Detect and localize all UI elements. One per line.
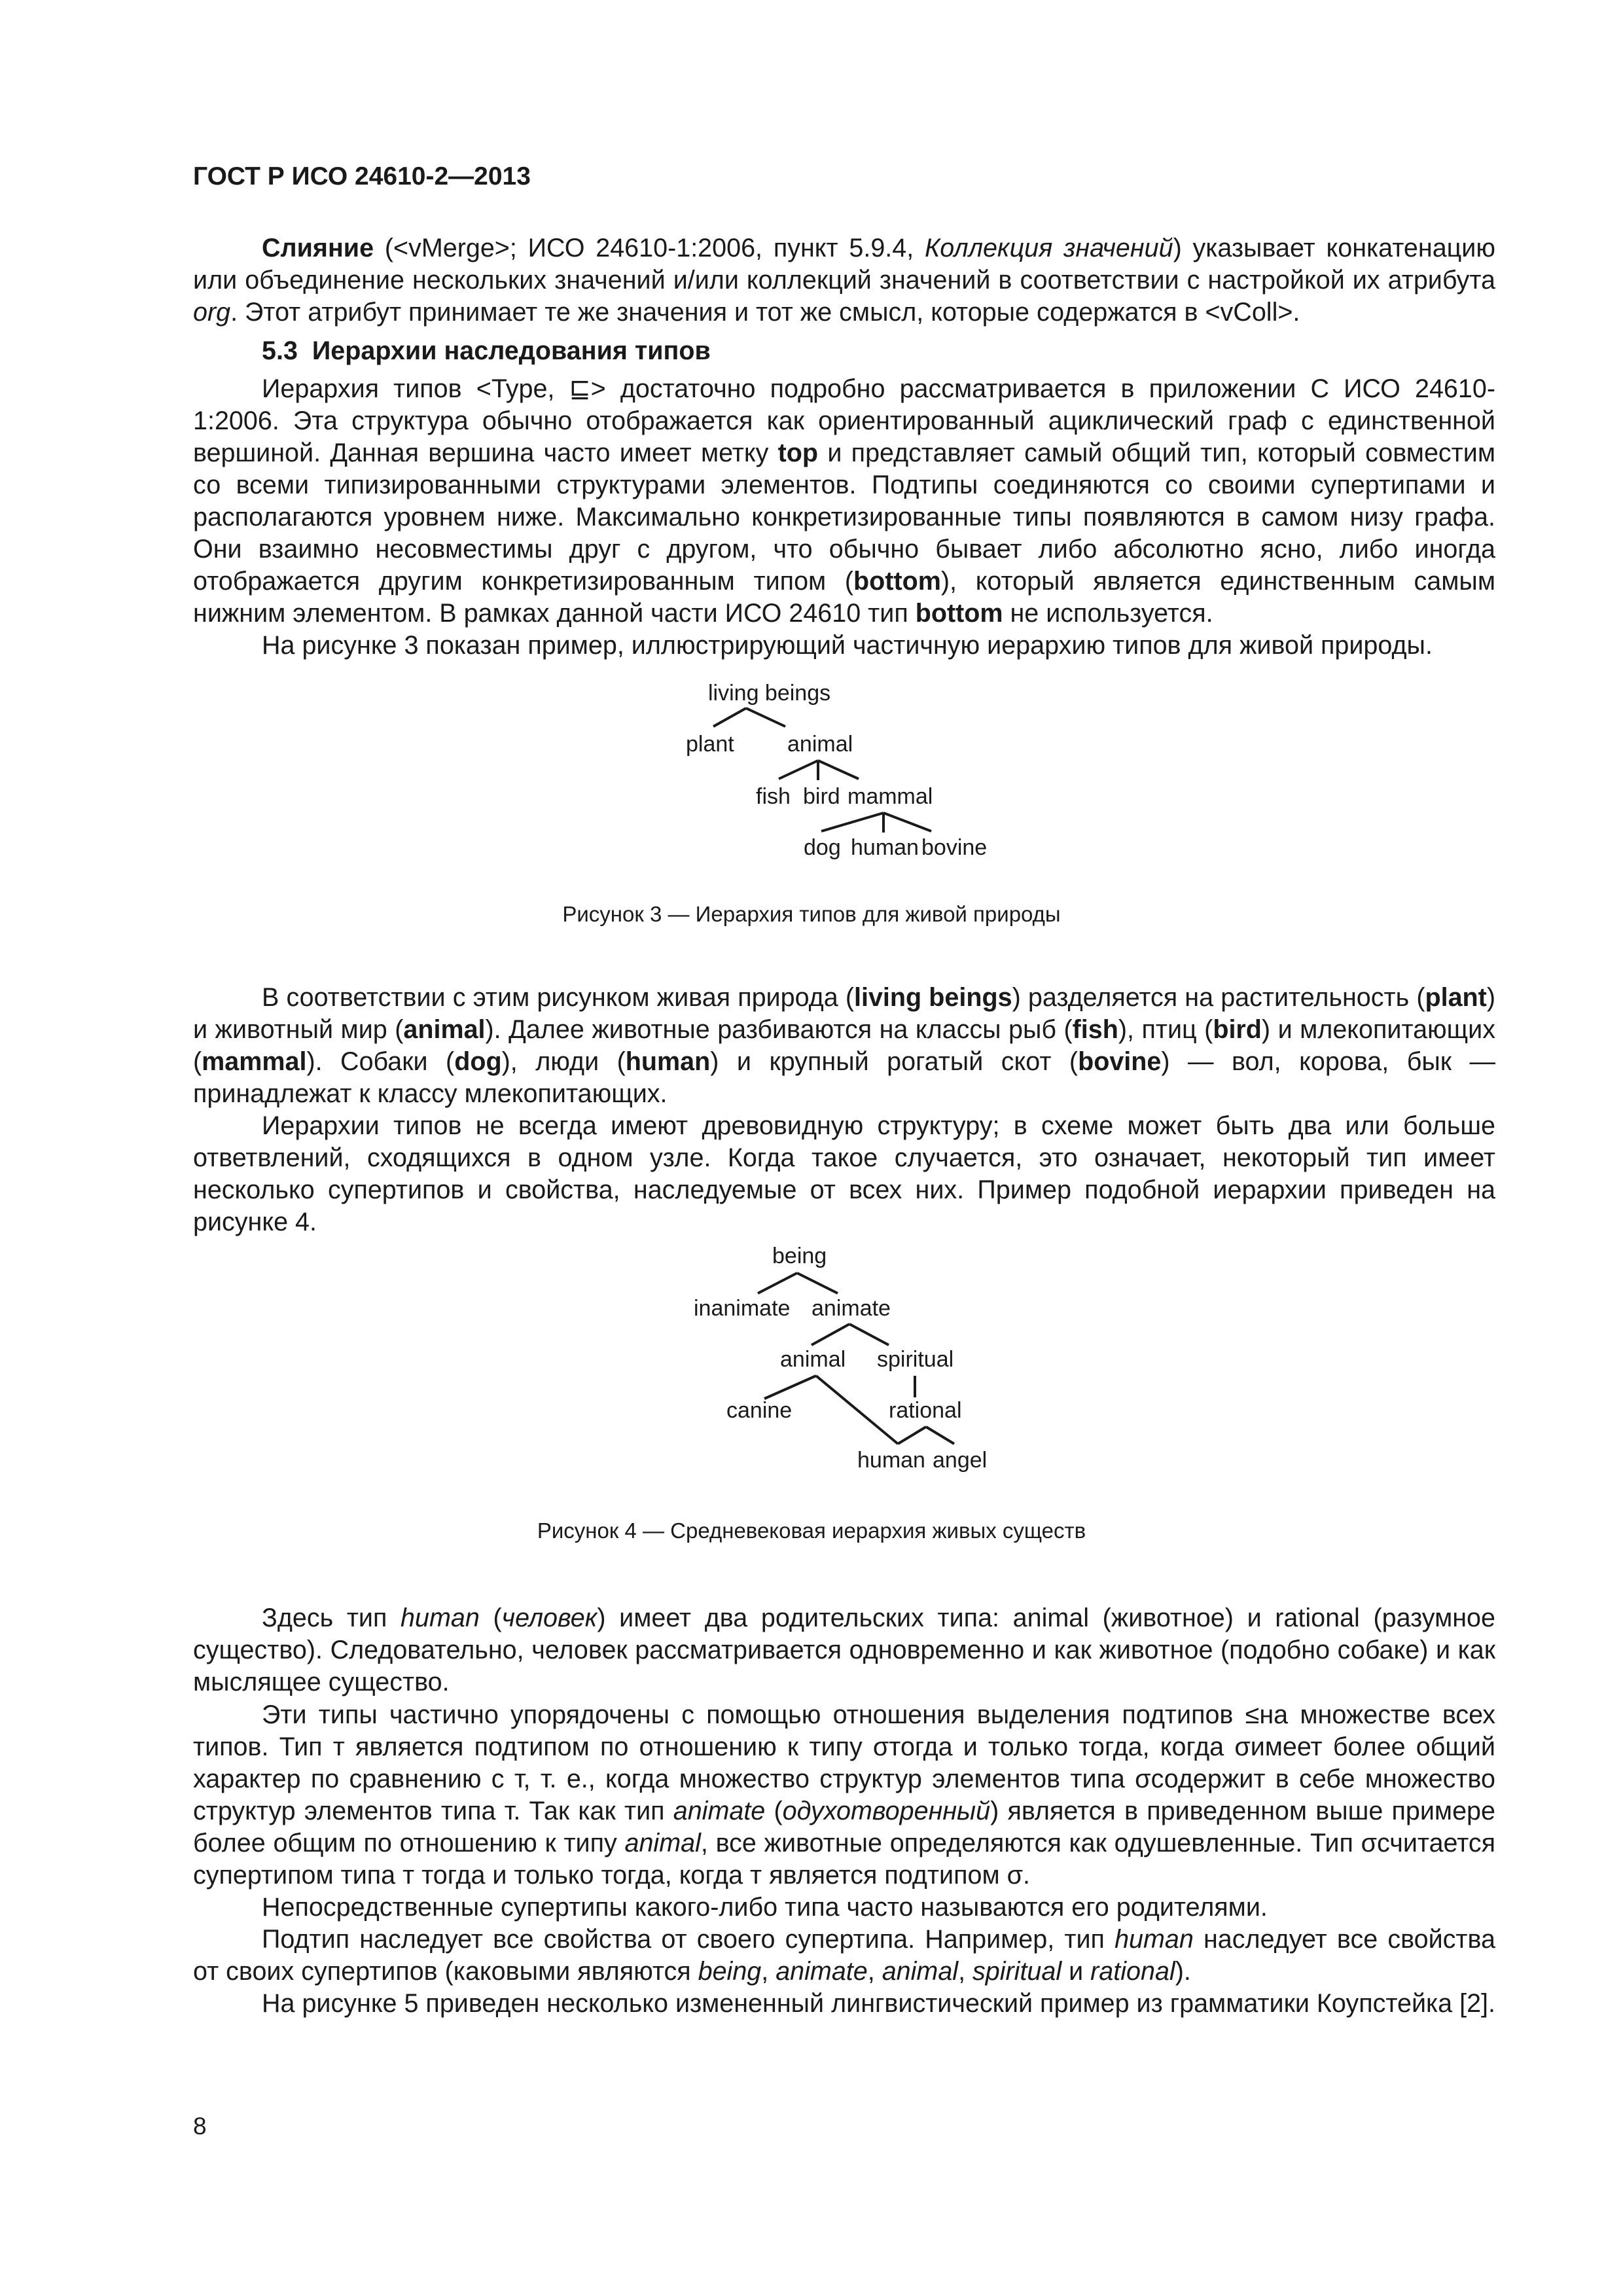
edge-mammal-bovine [883, 813, 931, 831]
text-run: , все животные определяются как одушевленные. Тип σсчитается супертипом типа т тогда и только тогда, когда т является подтипом σ. [193, 1829, 1495, 1890]
bold-run: top [777, 439, 819, 467]
text-run: , [958, 1957, 973, 1986]
italic-run: animal [624, 1829, 701, 1857]
bold-run: fish [1072, 1015, 1118, 1044]
bold-run: animal [403, 1015, 486, 1044]
bold-run: bovine [1078, 1047, 1162, 1076]
text-run: и [1061, 1957, 1091, 1986]
text-run: . Этот атрибут принимает те же значения и тот же смысл, которые содержатся в <vColl>. [230, 298, 1300, 327]
node-mammal: mammal [847, 784, 933, 809]
edge-animal-human [816, 1376, 898, 1444]
edge-rational-human [898, 1427, 926, 1444]
text-run: ) — вол, корова, бык — принадлежат к классу млекопитающих. [193, 1047, 1495, 1108]
section-title: Иерархии наследования типов [312, 336, 711, 365]
edge-rational-angel [926, 1427, 954, 1444]
paragraph-hierarchy [193, 373, 1495, 630]
text-run: ) и животный мир ( [193, 983, 1495, 1044]
node-dog: dog [804, 835, 841, 860]
node-human: human [851, 835, 919, 860]
figure-4-caption: Рисунок 4 — Средневековая иерархия живых существ [537, 1518, 1086, 1543]
text-run: Непосредственные супертипы какого-либо типа часто называются его родителями. [262, 1893, 1268, 1922]
node-rational: rational [889, 1398, 962, 1423]
text-run: , [761, 1957, 776, 1986]
edge-animate-spiritual [849, 1324, 889, 1345]
paragraph-nontree [193, 1110, 1495, 1238]
paragraph-parents [193, 1892, 1495, 1924]
edge-animal-mammal [818, 761, 859, 779]
text-run: Иерархии типов не всегда имеют древовидную структуру; в схеме может быть два или больше ответвлений, сходящихся в одном узле. Когда такое случается, это означает, некоторый тип имеет несколько супертипов и свойства, наследуемые от всех них. Пример подобной иерархии приведен на рисунке 4. [193, 1111, 1495, 1236]
text-run: ) указывает конкатенацию или объединение нескольких значений и/или коллекций значений в соответствии с настройкой их атрибута [193, 234, 1495, 295]
italic-run: spiritual [972, 1957, 1062, 1986]
text-run: Здесь тип [262, 1604, 401, 1632]
text-run: (<vMerge>; ИСО 24610-1:2006, пункт 5.9.4, [374, 234, 925, 262]
bold-run: bird [1213, 1015, 1262, 1044]
text-run: ( [479, 1604, 502, 1632]
bold-run: dog [454, 1047, 502, 1076]
node-inanimate: inanimate [694, 1296, 791, 1321]
paragraph-merge [193, 232, 1495, 329]
text-run: ) и крупный рогатый скот ( [710, 1047, 1079, 1076]
node-angel: angel [933, 1448, 988, 1473]
text-run: На рисунке 3 показан пример, иллюстрирующий частичную иерархию типов для живой природы. [262, 631, 1433, 660]
italic-run: org [193, 298, 231, 327]
italic-run: animate [776, 1957, 868, 1986]
node-plant: plant [686, 732, 734, 757]
text-run: Иерархия типов <Type, ⊑> достаточно подробно рассматривается в приложении С ИСО 24610-1:2006. Эта структура обычно отображается как ориентированный ациклический граф с единственной вершиной. Данная вершина часто имеет метку [193, 374, 1495, 467]
text-run: Эти типы частично упорядочены с помощью отношения выделения подтипов ≤на множестве всех типов. Тип т является подтипом по отношению к типу σтогда и только тогда, когда σимеет более общий характер по сравнению с т, т. е., когда множество структур элементов типа σсодержит в себе множество структур элементов типа т. Так как тип [193, 1700, 1495, 1825]
italic-run: rational [1090, 1957, 1175, 1986]
text-run: Подтип наследует все свойства от своего супертипа. Например, тип [262, 1925, 1115, 1954]
text-run: ) имеет два родительских типа: animal (животное) и rational (разумное существо). Следовательно, человек рассматривается одновременно и как животное (подобно собаке) и как мыслящее существо. [193, 1604, 1495, 1696]
node-animate: animate [812, 1296, 891, 1321]
bold-run: human [625, 1047, 711, 1076]
edge-living-beings-animal [746, 708, 785, 726]
node-animal: animal [787, 732, 853, 757]
figure-3-caption: Рисунок 3 — Иерархия типов для живой природы [562, 902, 1061, 926]
section-heading [262, 336, 711, 366]
bold-run: bottom [853, 567, 941, 596]
node-spiritual: spiritual [877, 1347, 954, 1372]
node-fish: fish [756, 784, 791, 809]
paragraph-inherit [193, 1924, 1495, 1988]
paragraph-figure5 [193, 1988, 1495, 2020]
edge-being-animate [797, 1273, 838, 1293]
text-run: ) разделяется на растительность ( [1012, 983, 1425, 1012]
text-run: наследует все свойства от своих супертипов (каковыми являются [193, 1925, 1496, 1986]
italic-run: human [401, 1604, 480, 1632]
text-run: ). Собаки ( [306, 1047, 455, 1076]
paragraph-figure3-intro [193, 630, 1495, 662]
text-run: На рисунке 5 приведен несколько измененный лингвистический пример из грамматики Коупстейка [2]. [262, 1989, 1496, 2018]
text-run: ). [1175, 1957, 1191, 1986]
text-run: и представляет самый общий тип, который совместим со всеми типизированными структурами элементов. Подтипы соединяются со своими супертипами и располагаются уровнем ниже. Максимально конкретизированные типы появляются в самом низу графа. Они взаимно несовместимы друг с другом, что обычно бывает либо абсолютно ясно, либо иногда отображается другим конкретизированным типом ( [193, 439, 1495, 596]
term-merge: Слияние [262, 234, 374, 262]
text-run: , [867, 1957, 882, 1986]
document-header: ГОСТ Р ИСО 24610-2—2013 [193, 162, 531, 190]
italic-run: Коллекция значений [925, 234, 1173, 262]
paragraph-human [193, 1602, 1495, 1698]
text-run: ), птиц ( [1118, 1015, 1213, 1044]
node-bovine: bovine [921, 835, 988, 860]
figure-3-diagram [674, 674, 1067, 870]
section-number: 5.3 [262, 336, 298, 365]
italic-run: animate [673, 1797, 766, 1825]
bold-run: living beings [854, 983, 1012, 1012]
bold-run: plant [1425, 983, 1487, 1012]
italic-run: human [1115, 1925, 1194, 1954]
node-bird: bird [803, 784, 840, 809]
page-number: 8 [193, 2113, 207, 2140]
paragraph-order [193, 1699, 1495, 1892]
node-living-beings: living beings [708, 681, 831, 706]
node-human: human [857, 1448, 925, 1473]
edge-living-beings-plant [713, 708, 746, 726]
text-run: не используется. [1003, 599, 1213, 628]
figure-4-diagram [681, 1237, 1047, 1499]
text-run: ) является в приведенном выше примере более общим по отношению к типу [193, 1797, 1495, 1857]
italic-run: человек [501, 1604, 597, 1632]
text-run: ) и млекопитающих ( [193, 1015, 1495, 1076]
node-animal: animal [780, 1347, 846, 1372]
edge-animate-animal [812, 1324, 849, 1345]
bold-run: bottom [915, 599, 1003, 628]
text-run: ), люди ( [501, 1047, 626, 1076]
text-run: ( [765, 1797, 783, 1825]
edge-mammal-dog [821, 813, 883, 831]
italic-run: being [698, 1957, 762, 1986]
node-canine: canine [726, 1398, 793, 1423]
text-run: ), который является единственным самым нижним элементом. В рамках данной части ИСО 24610 тип [193, 567, 1495, 628]
italic-run: одухотворенный [782, 1797, 991, 1825]
edge-animal-fish [779, 761, 818, 779]
edge-animal-canine [764, 1376, 816, 1399]
text-run: В соответствии с этим рисунком живая природа ( [262, 983, 854, 1012]
italic-run: animal [882, 1957, 959, 1986]
node-being: being [772, 1244, 827, 1268]
text-run: ). Далее животные разбиваются на классы рыб ( [485, 1015, 1073, 1044]
edge-being-inanimate [758, 1273, 797, 1293]
paragraph-figure3-explain [193, 982, 1495, 1110]
bold-run: mammal [202, 1047, 307, 1076]
